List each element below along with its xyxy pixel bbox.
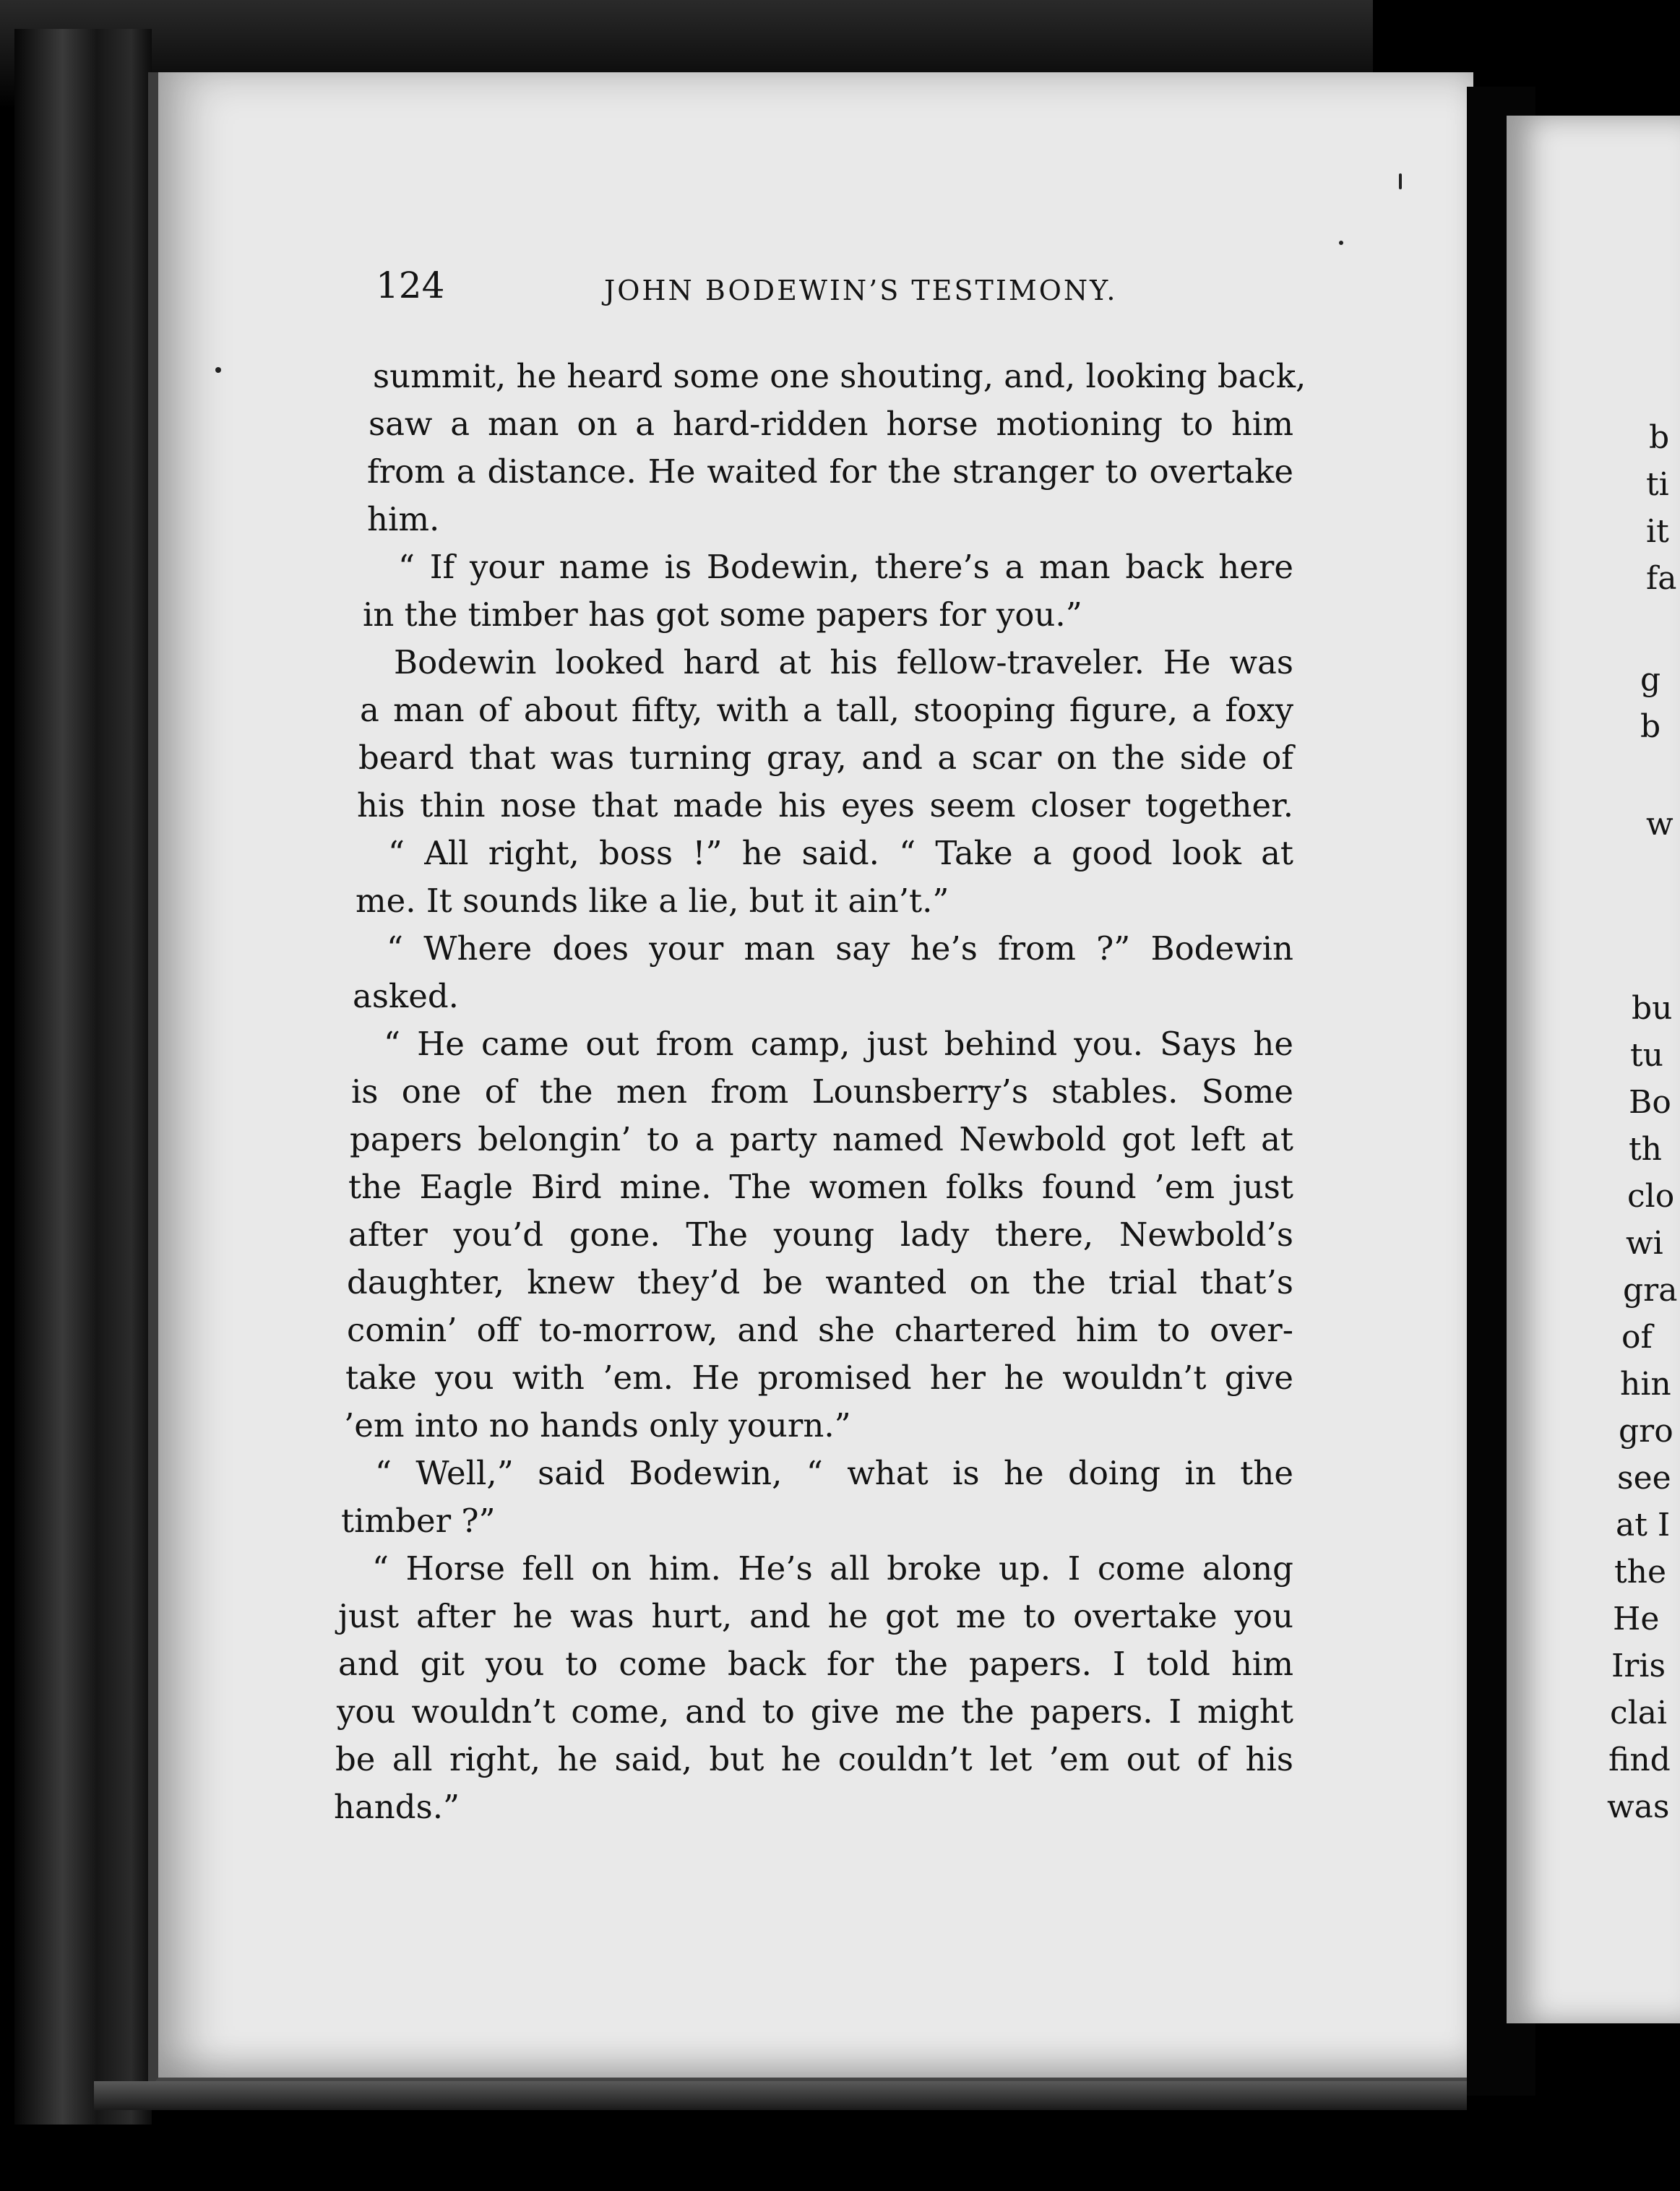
facing-page-fragment: clai [1610,1695,1668,1731]
facing-page-fragment: the [1614,1554,1667,1590]
text-line: “ All right, boss !” he said. “ Take a good look at [388,834,1293,872]
facing-page-fragment: bu [1632,990,1673,1027]
text-line: hands.” [334,1788,460,1826]
text-line: is one of the men from Lounsberry’s stables. Some [351,1072,1293,1111]
text-line: a man of about fifty, with a tall, stooping figure, a foxy [360,691,1293,729]
text-line: his thin nose that made his eyes seem closer together. [357,786,1293,825]
text-line: him. [367,500,440,538]
facing-page-fragment: Bo [1629,1084,1671,1121]
facing-page-fragment: wi [1626,1225,1663,1262]
facing-page-fragment: it [1646,513,1669,550]
text-line: comin’ off to-morrow, and she chartered him to over- [347,1311,1293,1349]
facing-page-fragment: th [1629,1131,1663,1168]
text-line: “ Well,” said Bodewin, “ what is he doing in the [375,1454,1293,1492]
facing-page-fragment: b [1640,708,1661,745]
text-line: “ He came out from camp, just behind you. Says he [384,1025,1293,1063]
text-line: in the timber has got some papers for you.” [363,595,1082,634]
text-line: me. It sounds like a lie, but it ain’t.” [356,882,949,920]
facing-page-fragment: w [1646,806,1673,843]
facing-page-fragment: b [1649,419,1670,456]
text-line: beard that was turning gray, and a scar on the side of [358,739,1293,777]
text-line: “ Horse fell on him. He’s all broke up. I come along [372,1549,1293,1588]
facing-page-fragment: gra [1623,1272,1678,1309]
text-line: just after he was hurt, and he got me to overtake you [338,1597,1293,1635]
facing-page-fragment: clo [1627,1178,1675,1215]
facing-page-fragment: He [1613,1601,1660,1637]
text-line: after you’d gone. The young lady there, Newbold’s [348,1215,1293,1254]
text-line: ’em into no hands only yourn.” [344,1406,851,1445]
running-head [376,264,1387,312]
facing-page-fragment: of [1621,1319,1653,1356]
text-line: the Eagle Bird mine. The women folks found ’em just [348,1168,1293,1206]
running-head-title: JOHN BODEWIN’S TESTIMONY. [604,275,1118,306]
left-book-edge [14,29,152,2125]
facing-page-fragment: gro [1619,1413,1673,1450]
ink-speck [1339,241,1343,245]
facing-page-fragment: Iris [1611,1648,1666,1684]
text-line: timber ?” [341,1502,496,1540]
facing-page-fragment: ti [1646,466,1669,503]
text-line: “ Where does your man say he’s from ?” Bodewin [387,929,1293,968]
text-line: daughter, knew they’d be wanted on the trial that’s [347,1263,1293,1301]
text-line: summit, he heard some one shouting, and, looking back, [373,357,1306,395]
body-text [334,353,1306,1831]
ink-speck [1399,173,1402,189]
text-line: “ If your name is Bodewin, there’s a man back here [398,548,1293,586]
text-line: papers belongin’ to a party named Newbold got left at [350,1120,1293,1158]
text-line: you wouldn’t come, and to give me the papers. I might [337,1692,1293,1731]
facing-page-fragment: tu [1630,1037,1664,1074]
facing-page-fragment: find [1608,1742,1671,1778]
text-line: asked. [353,977,459,1015]
text-line: be all right, he said, but he couldn’t let ’em out of his [335,1740,1293,1778]
facing-page-fragment: at I [1616,1507,1671,1544]
bottom-book-edge [94,2081,1467,2110]
text-line: from a distance. He waited for the stranger to overtake [367,452,1293,491]
text-line: and git you to come back for the papers. I told him [338,1645,1293,1683]
facing-page-fragment: was [1607,1788,1670,1825]
text-line: Bodewin looked hard at his fellow-traveler. He was [394,643,1293,681]
ink-speck [215,367,221,373]
text-line: take you with ’em. He promised her he wouldn’t give [345,1359,1293,1397]
page-number: 124 [376,264,445,306]
facing-page-fragment: fa [1646,560,1677,597]
text-line: saw a man on a hard-ridden horse motioning to him [369,405,1293,443]
facing-page-fragment: g [1640,661,1661,698]
facing-page-fragment: see [1617,1460,1671,1497]
facing-page-fragment: hin [1620,1366,1671,1403]
